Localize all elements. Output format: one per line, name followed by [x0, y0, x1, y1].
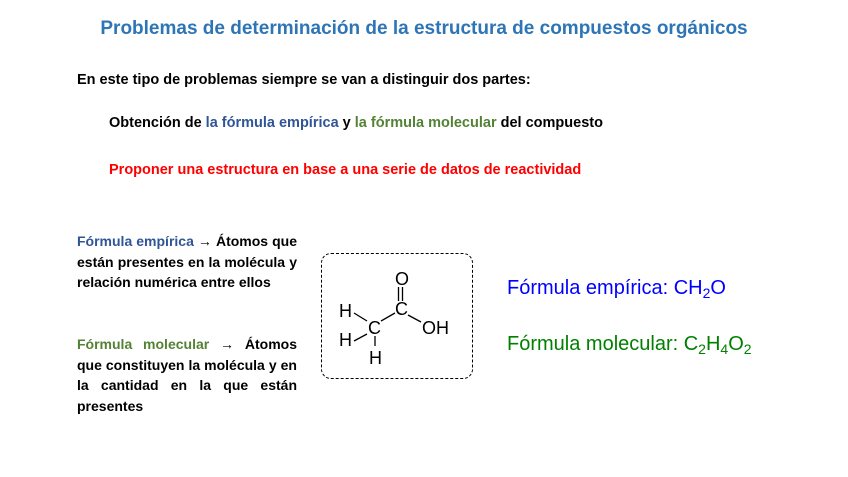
def-molecular-text: Átomos que constituyen la molécula y en la cantidad en la que están presentes	[77, 336, 297, 414]
formula-molecular-sub2: 4	[720, 341, 729, 357]
point1-molecular: la fórmula molecular	[354, 115, 497, 131]
atom-h2: H	[339, 330, 352, 350]
definition-empirica	[77, 231, 297, 293]
arrow-icon: →	[209, 336, 245, 352]
atom-h3: H	[369, 348, 382, 368]
definition-molecular	[77, 334, 297, 416]
page-title: Problemas de determinación de la estructura de compuestos orgánicos	[100, 18, 748, 39]
formula-molecular-label: Fórmula molecular:	[507, 333, 684, 355]
point1-y: y	[338, 115, 355, 131]
intro-text: En este tipo de problemas siempre se van a distinguir dos partes:	[77, 72, 531, 88]
def-molecular-term: Fórmula molecular	[77, 336, 210, 352]
formula-molecular-sub3: 2	[743, 341, 752, 357]
formula-empirica-label: Fórmula empírica:	[507, 277, 674, 299]
formula-molecular-h: H	[705, 333, 721, 355]
atom-c2: C	[395, 299, 408, 319]
point-formulas	[109, 115, 603, 131]
formula-molecular	[507, 333, 752, 357]
bond-c-oh	[408, 315, 421, 322]
def-empirica-term: Fórmula empírica	[77, 233, 194, 249]
formula-empirica-ch: CH	[673, 277, 703, 299]
formula-molecular-sub1: 2	[698, 341, 706, 357]
atom-c1: C	[368, 318, 381, 338]
formula-molecular-o: O	[728, 333, 744, 355]
formula-empirica	[507, 277, 726, 301]
point1-prefix: Obtención de	[109, 115, 206, 131]
arrow-icon: →	[193, 233, 216, 249]
def-empirica-text: Átomos que están presentes en la molécula y relación numérica entre ellos	[77, 233, 297, 290]
acetic-acid-structure	[322, 254, 472, 378]
atom-h1: H	[339, 301, 352, 321]
formula-empirica-o: O	[710, 277, 726, 299]
bond-h1-c	[354, 313, 367, 321]
atom-o-top: O	[395, 269, 410, 289]
bond-h2-c	[354, 334, 367, 341]
point1-suffix: del compuesto	[496, 115, 603, 131]
point-structure: Proponer una estructura en base a una serie de datos de reactividad	[109, 162, 582, 178]
point1-empirica: la fórmula empírica	[205, 115, 339, 131]
atom-oh: OH	[422, 318, 449, 338]
formula-empirica-sub: 2	[702, 285, 711, 301]
bond-c-c	[381, 313, 395, 321]
formula-molecular-c: C	[683, 333, 699, 355]
